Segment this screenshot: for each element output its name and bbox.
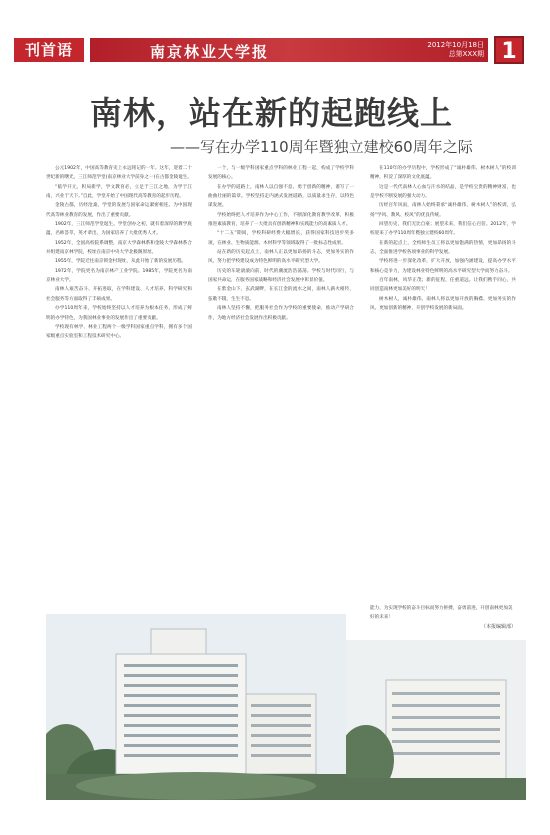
- section-label: 刊首语: [14, 38, 84, 62]
- campus-photo: [46, 614, 346, 800]
- article-paragraph: “十二五”期间，学校科研经费大幅增长，获得国家科技进步奖多项，在林业、生物质能源、木材科学等领域取得了一批标志性成果。: [208, 231, 354, 246]
- issue-date-line1: 2012年10月18日: [427, 41, 484, 49]
- article-headline: 南林，站在新的起跑线上: [90, 94, 454, 132]
- article-paragraph: 一个，与一级学科国家重点学科的林业工程一起，构成了学校学科发展的核心。: [208, 166, 354, 181]
- article-paragraph: 学校现有林学、林业工程两个一级学科国家重点学科，拥有多个国家级重点实验室和工程技术研究中心。: [46, 324, 192, 340]
- article-paragraph: 在110年的办学历程中，学校形成了“诚朴雄伟、树木树人”的校训精神，积淀了深厚的文化底蕴。: [370, 166, 516, 181]
- article-paragraph: 公元1902年，中国高等教育史上永远铭记的一年。这年，迎着二十世纪新的曙光，三江师范学堂(南京林业大学前身之一)在古都金陵诞生。: [46, 166, 192, 181]
- article-body: [46, 164, 516, 604]
- article-paragraph: 1952年，全国高校院系调整，南京大学森林系和金陵大学森林系合并组建南京林学院，校址在南京中央大学北极阁原址。: [46, 240, 192, 256]
- article-paragraph: 历史的车轮滚滚向前，时代的潮流浩浩荡荡。学校与时代同行，与国家共命运，在服务国家战略和经济社会发展中彰显价值。: [208, 268, 354, 284]
- issue-date-line2: 总第XXX期: [448, 50, 484, 58]
- article-paragraph: 历经百年风雨，南林人始终秉承“诚朴雄伟、树木树人”的校训，弘扬“学风、教风、校风”的优良传统。: [370, 203, 516, 218]
- article-paragraph: 南林人坚持不懈，把服务社会作为学校的重要使命，推动产学研合作，为地方经济社会发展作出积极贡献。: [208, 306, 354, 321]
- article-paragraph: 金陵古都，历经沧桑，学堂的发展与国家命运紧密相连。为中国现代高等林业教育的发展，作出了重要贡献。: [46, 203, 192, 218]
- article-paragraph: 在紫金山下、玄武湖畔，在长江金的流水之间，南林人薪火相传，弦歌不辍，生生不息。: [208, 287, 354, 302]
- article-paragraph: 学校始终把人才培养作为中心工作，不断深化教育教学改革，积极推进素质教育，培养了一大批具有创新精神和实践能力的高素质人才。: [208, 212, 354, 228]
- article-column-3-tail: [370, 604, 516, 634]
- article-paragraph: 1972年，学院更名为南京林产工业学院。1985年，学院更名为南京林业大学。: [46, 268, 192, 284]
- issue-date: [398, 41, 484, 59]
- article-paragraph: 1955年，学院迁往南京锁金村现址，从此开始了新的发展历程。: [55, 259, 187, 265]
- article-paragraph: “临学开元，积局新学，学文教育必，立足于三江之地，为学于江南，兴业于天下。”自此，学堂开始了中国现代高等教育的起步历程。: [46, 184, 192, 200]
- article-paragraph: 南林人艰苦奋斗、开拓进取，在学科建设、人才培养、科学研究和社会服务等方面取得了丰硕成果。: [46, 287, 192, 302]
- article-author: （本报编辑部）: [480, 623, 516, 630]
- article-paragraph: 在新的起点上，全校师生员工将以更加饱满的热情，更加昂扬的斗志，全面推进学校各项事业的科学发展。: [370, 240, 516, 256]
- article-paragraph: 百年南林，风华正茂；新的征程，任重道远。让我们携手同心，共同创造南林更加美好的明天！: [370, 278, 516, 293]
- article-column-1: [46, 164, 192, 604]
- article-paragraph: 在办学的道路上，南林人以自强不息、勇于创新的精神，谱写了一曲曲壮丽的篇章。学校坚持走内涵式发展道路，以质量求生存，以特色谋发展。: [208, 184, 354, 209]
- article-column-2: [208, 164, 354, 604]
- article-paragraph: 学校将进一步深化改革，扩大开放，加强内涵建设，提高办学水平和核心竞争力，为建设林业特色鲜明的高水平研究型大学而努力奋斗。: [370, 259, 516, 274]
- page-number: 1: [494, 36, 524, 64]
- paper-title: 南京林业大学报: [150, 43, 270, 61]
- article-paragraph: 站在新的历史起点上，南林人正以更加昂扬的斗志，更加务实的作风，努力把学校建设成为特色鲜明的高水平研究型大学。: [208, 250, 354, 265]
- article-paragraph: 树木树人，诚朴雄伟。南林人将以更加开放的胸襟、更加务实的作风、更加创新的精神，开创学校发展的新局面。: [370, 296, 516, 312]
- masthead: [0, 0, 550, 66]
- article-paragraph: 1902年，三江师范学堂诞生。学堂创办之初，就有着深厚的教学底蕴，名师荟萃，英才辈出，为国家培养了大批优秀人才。: [46, 222, 192, 237]
- article-paragraph: 这是一代代南林人心血与汗水的结晶，是学校宝贵的精神财富，也是学校不断发展的强大动力。: [370, 184, 516, 200]
- article-paragraph: 能力，为实现学校的奋斗目标而努力拼搏，奋勇前进，开创南林更加美好的未来！: [370, 606, 513, 621]
- article-column-3: [370, 164, 516, 604]
- article-paragraph: 回望历史，我们无比自豪；展望未来，我们信心百倍。2012年，学校迎来了办学110周年暨独立建校60周年。: [370, 222, 516, 237]
- article-paragraph: 办学110周年来，学校始终坚持以人才培养为根本任务，形成了鲜明的办学特色，为我国林业事业的发展作出了重要贡献。: [46, 306, 192, 321]
- campus-photo-right: [346, 640, 526, 800]
- article-subheadline: ——写在办学110周年暨独立建校60周年之际: [170, 138, 473, 156]
